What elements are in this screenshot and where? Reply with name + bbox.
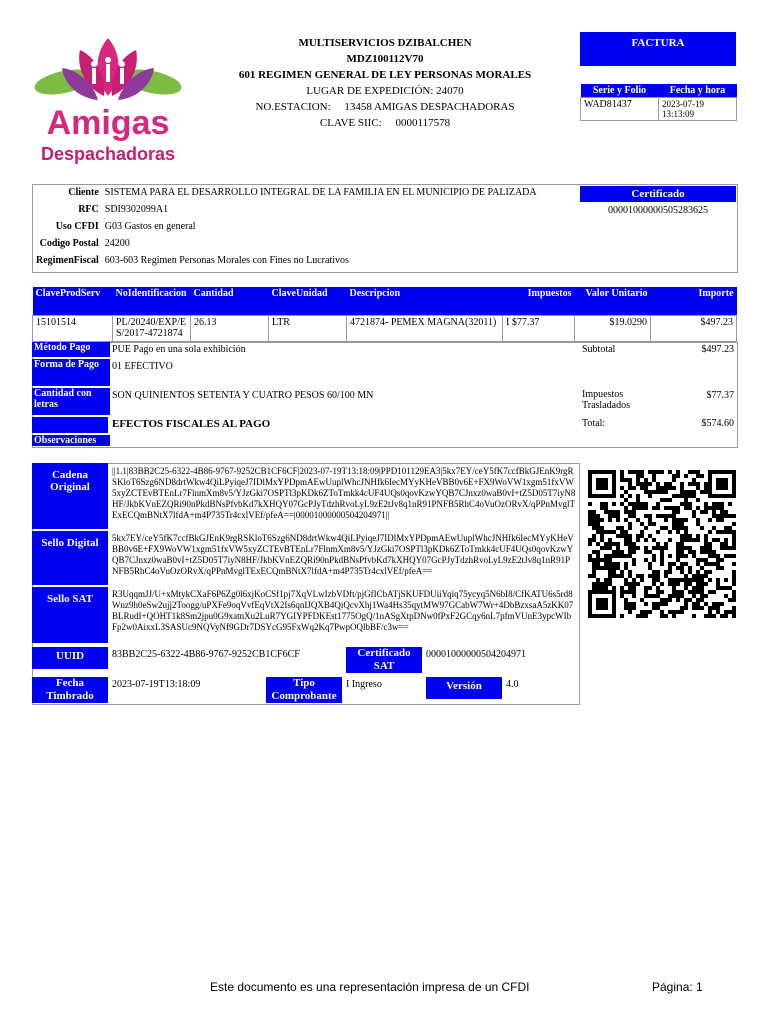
col-valor-unitario: Valor Unitario [575, 287, 651, 315]
serie-fecha-table [580, 84, 737, 121]
cadena-value: ||1.1|83BB2C25-6322-4B86-9767-9252CB1CF6CF|2023-07-19T13:18:09|PPD101129EA3|5kx7EY/ceY5fK7ccfBkGJEnK9rgRSKloT6Szg6ND8drtWkw4QiLPyiqeJ7IDlMxYPDpmAEwUuplWhcJNHfk6IecMYyKHeVBB0v6E+FX9WoVW1xgm51fxVW5xyZCTEvBTEnLr7FlnmXm8v5/YJzGki7OSPTl3pKDk6ZToTmkk4cUF4UQs0qovKzwYQB7CJnxz0waB0vI+tZ5D05T7iyN8HF/JkbKVnEZQRi90nPkdBNsPfvbKd7kXHQY07GcPJyTdzhRvoLyL9zE2tJv8q1nR91PNFB5RhC4oVuOzORvX/qPPnMvglTExECQmBNtX7lfdA+m4P735Tr4cxlVEf/pfeA==|00001000000504204971|| [112, 466, 576, 520]
items-table [32, 287, 737, 342]
cert-sat-value: 00001000000504204971 [426, 649, 526, 660]
fecha-value: 2023-07-19 13:13:09 [659, 98, 737, 121]
fecha-timbrado-value: 2023-07-19T13:18:09 [112, 679, 201, 690]
sello-sat-label-box [32, 587, 108, 643]
col-claveunidad: ClaveUnidad [269, 287, 347, 315]
cell-impuestos: I $77.37 [503, 315, 575, 341]
metodo-label: Método Pago [32, 342, 110, 357]
serie-value: WAD81437 [581, 98, 659, 121]
tipo-comprobante-value: I Ingreso [346, 679, 382, 690]
cell-importe: $497.23 [651, 315, 737, 341]
cell-claveunidad: LTR [269, 315, 347, 341]
rfc-value: SDI9302099A1 [104, 204, 169, 215]
sello-sat-value: R3UqqmJJ/U+xMtykCXaF6P6Zg0l6xjKoCSf1pj7XqVLwIzbVDft/pjGfICbATjSKUFDUiiYqiq75ycyq5N6bI8/CfKATU6s5rd8Wnz9h0eSw2ujj2Toogg/uPXFe9oqVvfEqVtX2Is6qnIJQXB4QiQcvXhj1Wa4Hs35qytMW97GCabW7Wr+4DbBzxsaA5zKK07BLRudI+QOHT1k8Sm2jpu0G9xatnXu2LuR7YGIYPFDKEst1775OgQ/1nASgXtpDNw0fPxF2GCqy6nL7pfmVUnE3ypcWIbFp2w0AixxL3SASUc9NQVyNf9GDr7DSYcG95FxWq2Kq7PwpOQlbBF/c3w== [112, 589, 574, 632]
cert-value: 00001000000505283625 [608, 205, 708, 216]
total-label: Total: [582, 418, 606, 429]
cell-claveprod: 15101514 [33, 315, 113, 341]
uso-cfdi-value: G03 Gastos en general [104, 221, 196, 232]
serie-header: Serie y Folio [581, 84, 659, 98]
total-value: $574.60 [701, 418, 734, 429]
cadena-label: Cadena Original [50, 469, 90, 493]
cantidad-letras-value: SON QUINIENTOS SETENTA Y CUATRO PESOS 60/100 MN [112, 390, 374, 401]
doc-type: FACTURA [631, 37, 685, 49]
col-impuestos: Impuestos [503, 287, 575, 315]
clave-value: 0000117578 [395, 117, 451, 129]
client-label: Cliente [68, 187, 99, 198]
cp-label: Codigo Postal [39, 238, 99, 249]
cantidad-letras-label: Cantidad con letras [32, 388, 110, 415]
observaciones-label: Observaciones [32, 435, 110, 446]
table-row [33, 315, 737, 341]
sello-digital-label-box [32, 531, 108, 585]
sello-digital-value: 5kx7EY/ceY5fK7ccfBkGJEnK9rgRSKloT6Szg6ND8drtWkw4QiLPyiqeJ7IDlMxYPDpmAEwUuplWhcJNHfk6IecMYyKHeVBB0v6E+FX9WoVW1xgm51fxVW5xyZCTEvBTEnLr7FlnmXm8v5/YJzGki7OSPTl3pKDk6ZToTmkk4cUF4UQs0qovKzwYQB7CJnxz0waB0vI+tZ5D05T7iyN8HF/JkbKVnEZQRi90nPkdBNsPfvbKd7kXHQY07GcPJyTdzhRvoLyL9zE2tJv8q1nR91PNFB5RhC4oVuOzORvX/qPPnMvglTExECQmBNtX7lfdA+m4P735Tr4cxlVEf/pfeA== [112, 533, 574, 576]
efectos-fiscales: EFECTOS FISCALES AL PAGO [112, 418, 271, 430]
impuestos-value: $77.37 [706, 390, 734, 401]
subtotal-label: Subtotal [582, 344, 616, 355]
subtotal-value: $497.23 [701, 344, 734, 355]
page-number: Página: 1 [652, 980, 703, 994]
regimen-label: RegimenFiscal [36, 255, 99, 266]
company-logo [28, 30, 188, 170]
forma-value: 01 EFECTIVO [112, 361, 173, 372]
company-regimen: 601 REGIMEN GENERAL DE LEY PERSONAS MORALES [238, 69, 532, 81]
fecha-header: Fecha y hora [659, 84, 737, 98]
cadena-label-box [32, 463, 108, 529]
sello-sat-label: Sello SAT [47, 593, 93, 605]
clave-line [210, 117, 560, 129]
sello-digital-label: Sello Digital [41, 537, 99, 549]
clave-label: CLAVE SIIC: [319, 117, 382, 129]
regimen-value: 603-603 Regimen Personas Morales con Fines no Lucrativos [104, 255, 349, 266]
logo-text-despachadoras: Despachadoras [40, 144, 176, 164]
col-noident: NoIdentificacion [113, 287, 191, 315]
uuid-label: UUID [32, 647, 108, 669]
cert-sat-label: Certificado SAT [346, 647, 422, 673]
logo-text-amigas: Amigas [46, 104, 170, 142]
rfc-label: RFC [78, 204, 99, 215]
col-importe: Importe [651, 287, 737, 315]
uso-cfdi-label: Uso CFDI [55, 221, 99, 232]
estacion-line [210, 101, 560, 113]
client-table [33, 186, 578, 271]
col-descripcion: Descripcion [347, 287, 503, 315]
col-claveprod: ClaveProdServ [33, 287, 113, 315]
tipo-comprobante-label: Tipo Comprobante [266, 677, 342, 703]
cell-cantidad: 26.13 [191, 315, 269, 341]
cert-label: Certificado [580, 186, 736, 202]
footer-text: Este documento es una representación impresa de un CFDI [210, 980, 530, 994]
estacion-label: NO.ESTACION: [255, 101, 331, 113]
uuid-value: 83BB2C25-6322-4B86-9767-9252CB1CF6CF [112, 649, 300, 660]
cell-noident: PL/20240/EXP/ES/2017-4721874 [113, 315, 191, 341]
cell-descripcion: 4721874- PEMEX MAGNA(32011) [347, 315, 503, 341]
cell-valor-unitario: $19.0290 [575, 315, 651, 341]
metodo-value: PUE Pago en una sola exhibición [112, 344, 246, 355]
cp-value: 24200 [104, 238, 130, 249]
version-value: 4.0 [506, 679, 519, 690]
forma-label: Forma de Pago [32, 359, 110, 386]
version-label: Versión [426, 677, 502, 699]
fecha-timbrado-label: Fecha Timbrado [32, 677, 108, 703]
doc-type-box [580, 32, 736, 66]
client-value: SISTEMA PARA EL DESARROLLO INTEGRAL DE LA FAMILIA EN EL MUNICIPIO DE PALIZADA [104, 187, 537, 198]
qr-code [588, 470, 736, 618]
estacion-value: 13458 AMIGAS DESPACHADORAS [344, 101, 515, 113]
company-rfc: MDZ100112V70 [346, 53, 424, 65]
col-cantidad: Cantidad [191, 287, 269, 315]
lugar-expedicion: LUGAR DE EXPEDICIÓN: 24070 [306, 85, 464, 97]
impuestos-label: Impuestos Trasladados [582, 389, 630, 411]
company-name: MULTISERVICIOS DZIBALCHEN [298, 37, 472, 49]
